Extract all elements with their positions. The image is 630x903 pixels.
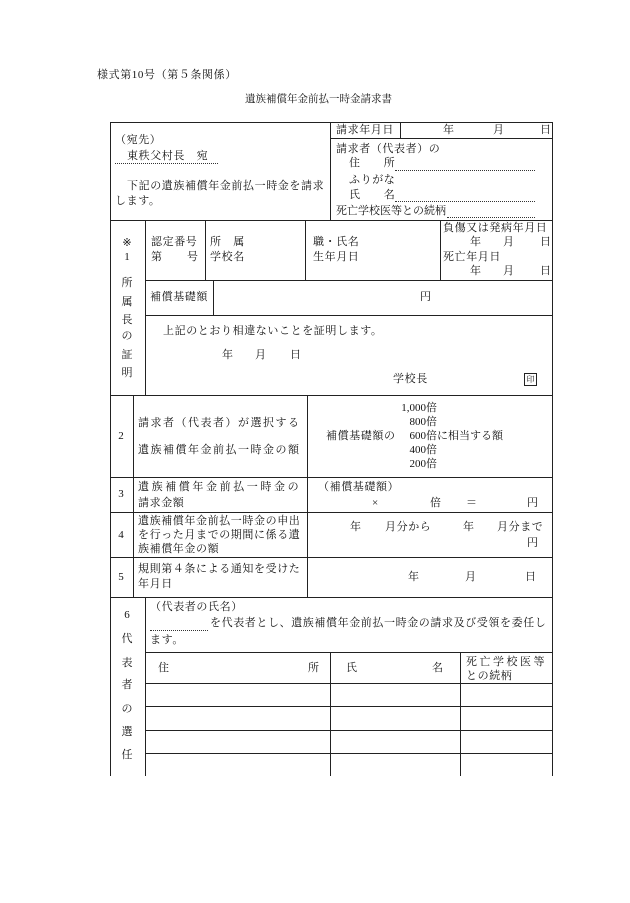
addressee-label: （宛先） — [115, 134, 162, 146]
section1-label-char: 証 — [121, 349, 133, 361]
position-name-label: 職・氏名 — [313, 236, 360, 248]
request-text-line2: します。 — [115, 195, 161, 207]
column-header-name: 名 — [432, 662, 444, 674]
claim-date-month: 月 — [493, 124, 505, 136]
table-rule — [110, 512, 552, 513]
multiplier-option: 1,000倍 — [401, 402, 437, 414]
times-unit: 倍 — [430, 497, 442, 509]
form-number: 様式第10号（第５条関係） — [97, 69, 237, 81]
column-header-address: 住 — [158, 662, 170, 674]
section6-label-char: の — [121, 703, 133, 715]
addressee-underline — [115, 163, 218, 164]
section6-label-char: 任 — [121, 749, 133, 761]
table-rule — [145, 220, 146, 395]
multiplier-option: 400倍 — [409, 444, 437, 456]
cert-number-suffix: 号 — [187, 251, 199, 263]
delegation-text-line2: ます。 — [150, 634, 184, 646]
table-rule — [145, 315, 552, 316]
section2-label-line1: 請求者（代表者）が選択する — [138, 417, 301, 429]
representative-name-line — [150, 630, 208, 631]
section6-label-char: 代 — [121, 633, 133, 645]
injury-date-label: 負傷又は発病年月日 — [443, 222, 548, 234]
multiplier-option: 200倍 — [409, 458, 437, 470]
cert-number-label: 認定番号 — [151, 236, 198, 248]
multiplier-option: 600倍 — [409, 430, 437, 442]
table-rule — [145, 652, 552, 653]
table-rule — [133, 395, 134, 597]
table-rule — [110, 395, 552, 396]
table-rule — [145, 706, 552, 707]
certify-text: 上記のとおり相違ないことを証明します。 — [163, 325, 383, 337]
school-label: 学校名 — [210, 251, 245, 263]
claim-date-day: 日 — [540, 124, 552, 136]
certify-date-month: 月 — [255, 349, 267, 361]
table-rule — [460, 652, 461, 776]
delegation-text-line1: を代表者とし、遺族補償年金前払一時金の請求及び受領を委任し — [210, 617, 547, 629]
table-rule — [110, 597, 552, 598]
certify-date-day: 日 — [290, 349, 302, 361]
table-rule — [145, 753, 552, 754]
section3-number: 3 — [118, 488, 124, 500]
injury-date-year: 年 — [470, 236, 482, 248]
table-rule — [145, 597, 146, 776]
table-rule — [110, 477, 552, 478]
affiliation-label: 所 属 — [210, 236, 245, 248]
section2-label-line2: 遺族補償年金前払一時金の額 — [138, 444, 301, 456]
section1-label-char: 長 — [121, 314, 133, 326]
section4-label-line: を行った月までの期間に係る遺 — [138, 529, 301, 541]
period-from-year: 年 — [350, 521, 362, 533]
section5-number: 5 — [118, 571, 124, 583]
table-rule-left — [110, 122, 111, 776]
death-date-year: 年 — [470, 265, 482, 277]
table-rule-right — [552, 122, 553, 776]
form-title: 遺族補償年金前払一時金請求書 — [245, 94, 392, 105]
table-rule — [145, 683, 552, 684]
section5-label-line2: 年月日 — [138, 578, 173, 590]
notice-date-day: 日 — [525, 571, 537, 583]
certify-date-year: 年 — [222, 349, 234, 361]
section1-number: 1 — [124, 251, 130, 263]
injury-date-day: 日 — [540, 236, 552, 248]
section1-mark: ※ — [122, 237, 132, 249]
cert-number-prefix: 第 — [151, 251, 163, 263]
period-amount-yen: 円 — [527, 537, 539, 549]
claimant-relation-label: 死亡学校医等との続柄 — [336, 205, 446, 217]
table-rule — [305, 220, 306, 280]
table-rule — [330, 138, 552, 139]
claimant-address-line — [395, 170, 535, 171]
times-sign: × — [372, 497, 379, 509]
death-date-day: 日 — [540, 265, 552, 277]
period-from-label: 月分から — [385, 521, 432, 533]
claimant-name-label: 氏 名 — [349, 189, 396, 201]
table-rule-top — [110, 122, 552, 123]
amount-yen: 円 — [527, 497, 539, 509]
section5-label-line1: 規則第４条による通知を受けた — [138, 563, 301, 575]
table-rule — [330, 122, 331, 220]
section6-label-char: 表 — [121, 657, 133, 669]
column-header-relation: 死亡学校医等 — [466, 656, 547, 668]
column-header-name: 氏 — [346, 662, 358, 674]
claim-date-year: 年 — [443, 124, 455, 136]
multiplier-suffix: に相当する額 — [437, 430, 503, 442]
table-rule — [205, 220, 206, 280]
base-amount-label: 補償基礎額 — [150, 291, 208, 303]
claimant-furigana-label: ふりがな — [349, 174, 396, 186]
section4-label-line: 族補償年金の額 — [138, 543, 220, 555]
period-to-year: 年 — [463, 521, 475, 533]
section1-label-char: 所 — [121, 277, 133, 289]
equals-sign: ＝ — [466, 497, 478, 509]
section6-label-char: 選 — [121, 726, 133, 738]
addressee-name: 東秩父村長 宛 — [127, 150, 209, 162]
request-text-line1: 下記の遺族補償年金前払一時金を請求 — [127, 180, 325, 192]
section2-number: 2 — [118, 430, 124, 442]
section1-label-char: の — [121, 330, 133, 342]
principal-label: 学校長 — [393, 373, 428, 385]
section1-label-char: 明 — [121, 367, 133, 379]
seal-mark: 印 — [524, 373, 537, 386]
claimant-relation-line — [447, 217, 535, 218]
injury-date-month: 月 — [503, 236, 515, 248]
notice-date-month: 月 — [465, 571, 477, 583]
notice-date-year: 年 — [408, 571, 420, 583]
section3-label-line2: 請求金額 — [138, 497, 185, 509]
death-date-label: 死亡年月日 — [443, 251, 501, 263]
death-date-month: 月 — [503, 265, 515, 277]
table-rule — [145, 280, 552, 281]
section4-label-line: 遺族補償年金前払一時金の申出 — [138, 515, 301, 527]
table-rule — [213, 280, 214, 315]
column-header-address: 所 — [308, 662, 320, 674]
section6-number: 6 — [124, 609, 130, 621]
table-rule — [307, 395, 308, 597]
claimant-address-label: 住 所 — [349, 157, 396, 169]
section3-base-note: （補償基礎額） — [318, 481, 400, 493]
claimant-heading: 請求者（代表者）の — [336, 143, 441, 155]
multiplier-option: 800倍 — [409, 416, 437, 428]
table-rule — [110, 557, 552, 558]
table-rule — [440, 220, 441, 280]
claim-date-label: 請求年月日 — [336, 124, 394, 136]
column-header-relation: との続柄 — [466, 670, 513, 682]
section4-number: 4 — [118, 529, 124, 541]
birthdate-label: 生年月日 — [313, 251, 360, 263]
table-rule — [330, 652, 331, 776]
section3-label-line1: 遺族補償年金前払一時金の — [138, 481, 302, 493]
table-rule — [400, 122, 401, 138]
multiplier-base-prefix: 補償基礎額の — [326, 430, 396, 442]
base-amount-yen: 円 — [420, 291, 432, 303]
table-rule — [145, 730, 552, 731]
section6-label-char: 者 — [121, 679, 133, 691]
representative-name-note: （代表者の氏名） — [150, 601, 243, 613]
section1-label-char: 属 — [121, 296, 133, 308]
period-to-label: 月分まで — [497, 521, 544, 533]
claimant-name-line — [395, 201, 535, 202]
